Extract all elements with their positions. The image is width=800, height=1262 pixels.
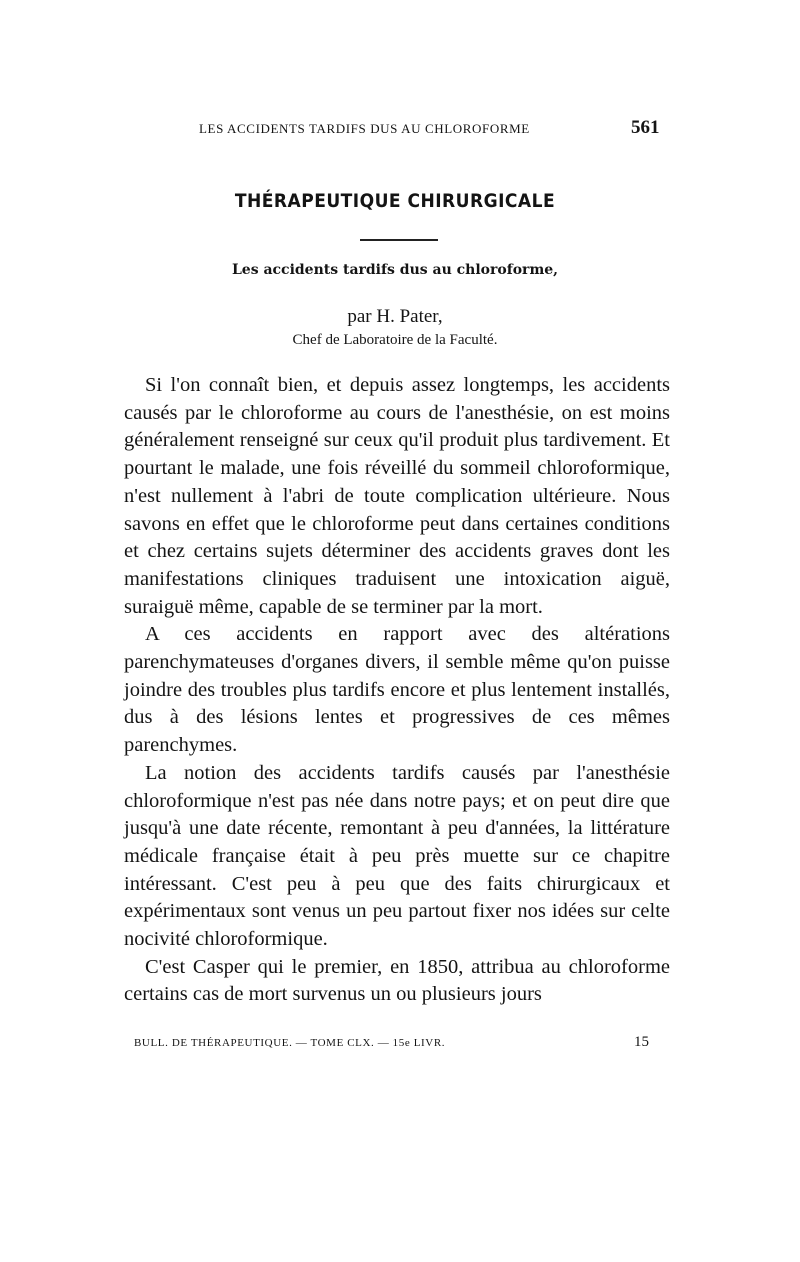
article-body (124, 372, 670, 1009)
body-paragraph: La notion des accidents tardifs causés par l'anesthésie chloroformique n'est pas née dans notre pays; et on peut dire que jusqu'à une date récente, remontant à peu d'années, la littérature médicale française était à peu près muette sur ce chapitre intéressant. C'est peu à peu que des faits chirurgicaux et expérimentaux sont venus un peu partout fixer nos idées sur celte nocivité chloroformique. (124, 761, 670, 951)
footer-signature-number: 15 (634, 1034, 649, 1050)
author-affiliation: Chef de Laboratoire de la Faculté. (292, 332, 498, 348)
page-footer (134, 1036, 649, 1054)
article-title: Les accidents tardifs dus au chloroforme, (231, 262, 559, 278)
body-paragraph: C'est Casper qui le premier, en 1850, attribua au chloroforme certains cas de mort survenus un ou plusieurs jours (124, 955, 670, 1006)
running-head: LES ACCIDENTS TARDIFS DUS AU CHLOROFORME (199, 121, 530, 136)
section-title: THÉRAPEUTIQUE CHIRURGICALE (234, 190, 556, 212)
body-paragraph: Si l'on connaît bien, et depuis assez longtemps, les accidents causés par le chloroforme au cours de l'anesthésie, on est moins généralement renseigné sur ceux qu'il produit plus tardivement. Et pourtant le malade, une fois réveillé du sommeil chloroformique, n'est nullement à l'abri de toute complication ultérieure. Nous savons en effet que le chloroforme peut dans certaines conditions et chez certains sujets déterminer des accidents graves dont les manifestations cliniques traduisent une intoxication aiguë, suraiguë même, capable de se terminer par la mort. (124, 374, 670, 618)
author-byline: par H. Pater, (347, 306, 443, 327)
title-divider (360, 239, 438, 241)
body-paragraph: A ces accidents en rapport avec des altérations parenchymateuses d'organes divers, il semble même qu'on puisse joindre des troubles plus tardifs encore et plus lentement installés, dus à des lésions lentes et progressives de ces mêmes parenchymes. (124, 623, 670, 757)
footer-journal-line: BULL. DE THÉRAPEUTIQUE. — TOME CLX. — 15e LIVR. (134, 1037, 446, 1049)
page-number: 561 (631, 117, 660, 138)
